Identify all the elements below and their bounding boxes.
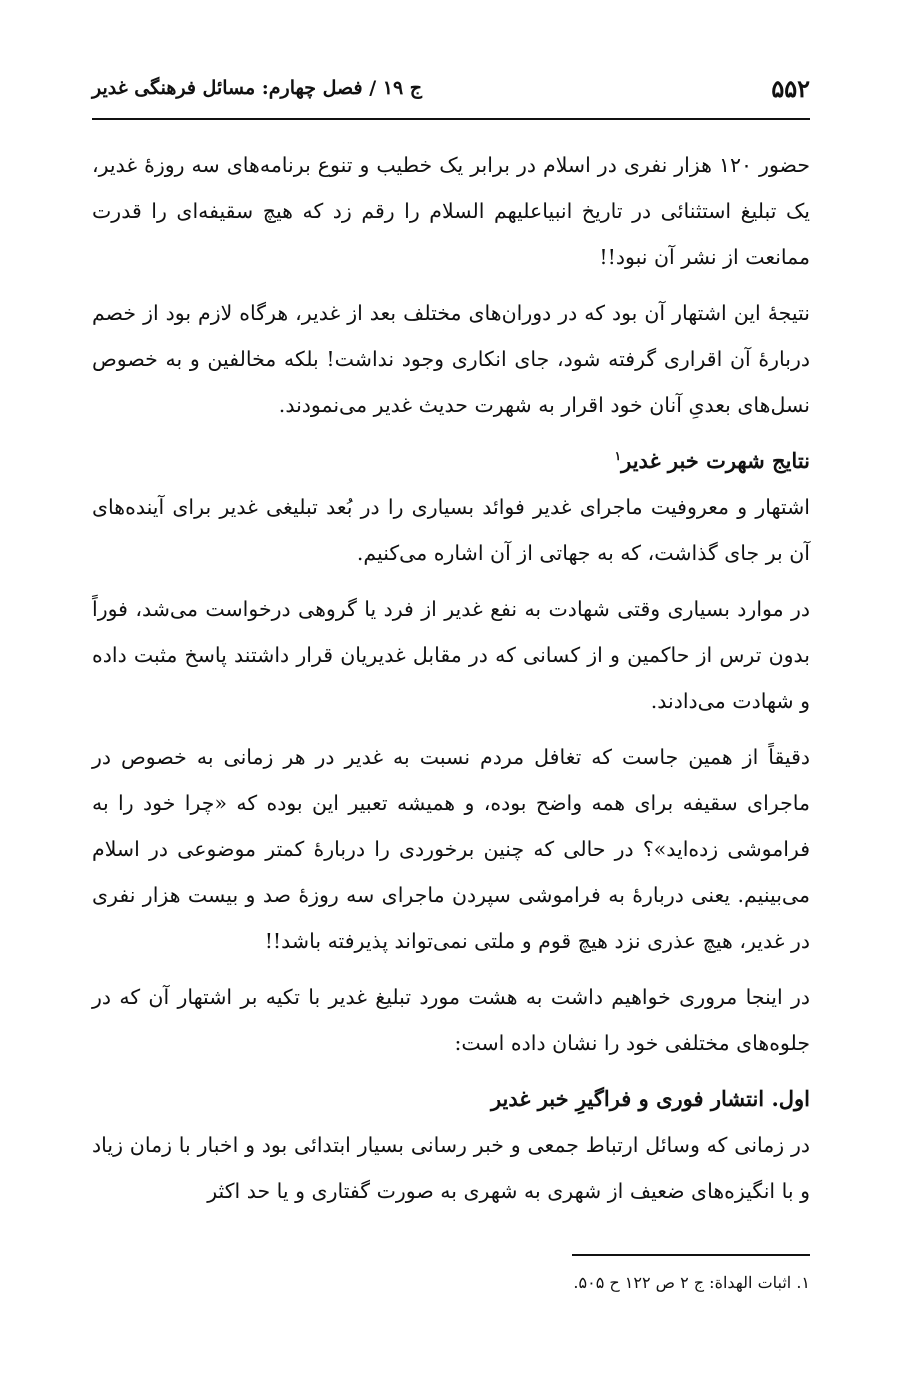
paragraph-7: در زمانی که وسائل ارتباط جمعی و خبر رسانی بسیار ابتدائی بود و اخبار با زمان زیاد و با انگیزه‌های ضعیف از شهری به شهری به صورت گفتاری و یا حد اکثر — [92, 1133, 810, 1203]
running-header-title: ج ۱۹ / فصل چهارم: مسائل فرهنگی غدیر — [92, 77, 423, 99]
footnote-marker: ۱ — [614, 449, 622, 463]
footnote: ۱. اثبات الهداة: ج ۲ ص ۱۲۲ ح ۵۰۵. — [573, 1273, 810, 1292]
header-divider — [92, 118, 810, 120]
running-header — [92, 70, 810, 106]
book-page — [92, 0, 810, 1390]
paragraph-5: دقیقاً از همین جاست که تغافل مردم نسبت به غدیر در هر زمانی به خصوص در ماجرای سقیفه برای همه واضح بوده، و همیشه تعبیر این بوده که «چرا خود را به فراموشی زده‌اید»؟ در حالی که چنین برخوردی را دربارهٔ کمتر موضوعی در اسلام می‌بینیم. یعنی دربارهٔ به فراموشی سپردن ماجرای سه روزهٔ صد و بیست هزار نفری در غدیر، هیچ عذری نزد هیچ قوم و ملتی نمی‌تواند پذیرفته باشد!! — [92, 745, 810, 953]
section-heading-1 — [92, 438, 810, 484]
footnote-divider — [572, 1254, 810, 1256]
paragraph-6: در اینجا مروری خواهیم داشت به هشت مورد تبلیغ غدیر با تکیه بر اشتهار آن که در جلوه‌های مختلفی خود را نشان داده است: — [92, 985, 810, 1055]
paragraph-1: حضور ۱۲۰ هزار نفری در اسلام در برابر یک خطیب و تنوع برنامه‌های سه روزهٔ غدیر، یک تبلیغ استثنائی در تاریخ انبیاعلیهم السلام را رقم زد که هیچ سقیفه‌ای را قدرت ممانعت از نشر آن نبود!! — [92, 153, 810, 269]
section-heading-2: اول. انتشار فوری و فراگیرِ خبر غدیر — [490, 1086, 810, 1111]
page-body — [92, 142, 810, 1224]
paragraph-4: در موارد بسیاری وقتی شهادت به نفع غدیر از فرد یا گروهی درخواست می‌شد، فوراً بدون ترس از حاکمین و از کسانی که در مقابل غدیریان قرار داشتند پاسخ مثبت داده و شهادت می‌دادند. — [92, 597, 810, 713]
paragraph-3: اشتهار و معروفیت ماجرای غدیر فوائد بسیاری را در بُعد تبلیغی غدیر برای آینده‌های آن بر جای گذاشت، که به جهاتی از آن اشاره می‌کنیم. — [92, 495, 810, 565]
section-heading-1-text: نتایج شهرت خبر غدیر — [621, 448, 810, 473]
paragraph-2: نتیجهٔ این اشتهار آن بود که در دوران‌های مختلف بعد از غدیر، هرگاه لازم بود از خصم دربارهٔ آن اقراری گرفته شود، جای انکاری وجود نداشت! بلکه مخالفین و به خصوص نسل‌های بعدیِ آنان خود اقرار به شهرت حدیث غدیر می‌نمودند. — [92, 301, 810, 417]
page-number: ۵۵۲ — [771, 73, 810, 103]
